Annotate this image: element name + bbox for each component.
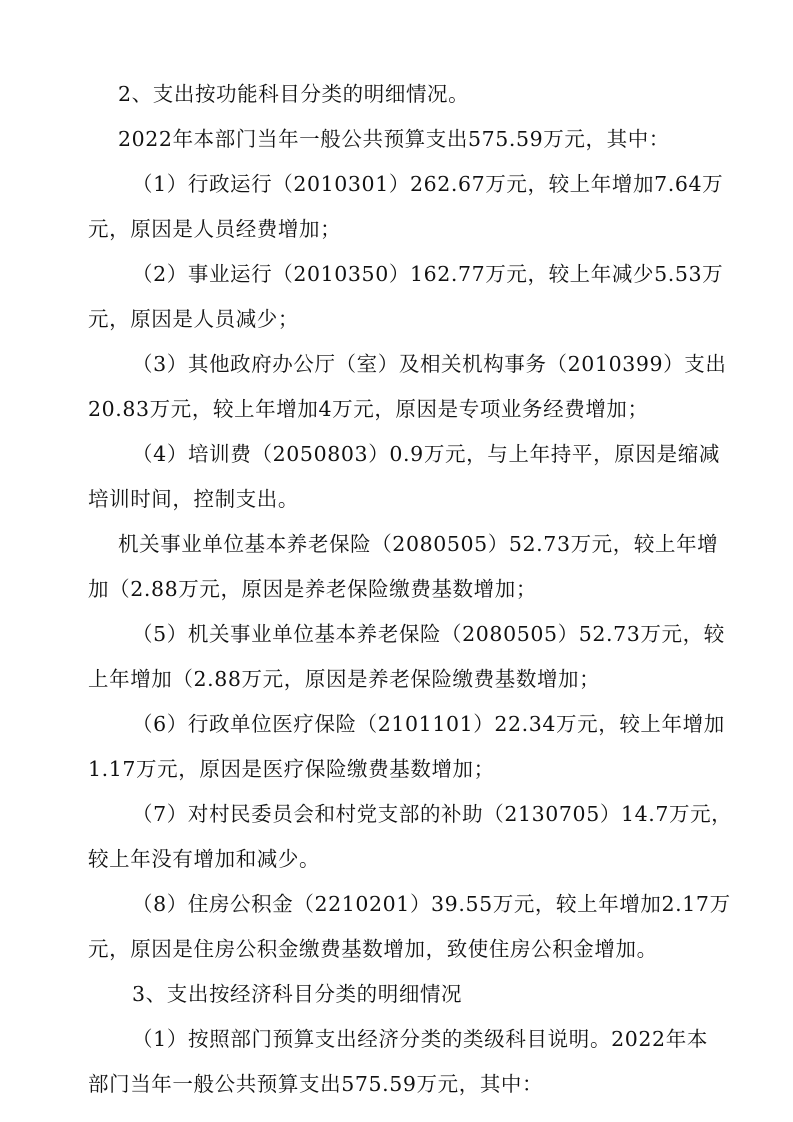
section-heading-2: 2、支出按功能科目分类的明细情况。 [118, 82, 470, 106]
item-2-line-2: 元，原因是人员减少； [88, 307, 299, 331]
item-7-line-2: 较上年没有增加和减少。 [88, 847, 321, 871]
item-1-line-1: （1）行政运行（2010301）262.67万元，较上年增加7.64万 [132, 172, 724, 196]
pension-paragraph-line-1: 机关事业单位基本养老保险（2080505）52.73万元，较上年增 [118, 532, 719, 556]
item-5-line-2: 上年增加（2.88万元，原因是养老保险缴费基数增加； [88, 667, 601, 691]
item-2-line-1: （2）事业运行（2010350）162.77万元，较上年减少5.53万 [132, 262, 724, 286]
item-4-line-1: （4）培训费（2050803）0.9万元，与上年持平，原因是缩减 [132, 442, 720, 466]
item-6-line-2: 1.17万元，原因是医疗保险缴费基数增加； [88, 757, 495, 781]
item-6-line-1: （6）行政单位医疗保险（2101101）22.34万元，较上年增加 [132, 712, 725, 736]
item-4-line-2: 培训时间，控制支出。 [88, 487, 299, 511]
item-1-line-2: 元，原因是人员经费增加； [88, 217, 342, 241]
summary-paragraph: 2022年本部门当年一般公共预算支出575.59万元，其中： [118, 127, 670, 151]
economic-item-1-line-2: 部门当年一般公共预算支出575.59万元，其中： [88, 1072, 544, 1096]
item-8-line-1: （8）住房公积金（2210201）39.55万元，较上年增加2.17万 [132, 892, 731, 916]
item-8-line-2: 元，原因是住房公积金缴费基数增加，致使住房公积金增加。 [88, 937, 658, 961]
section-heading-3: 3、支出按经济科目分类的明细情况 [132, 982, 463, 1006]
pension-paragraph-line-2: 加（2.88万元，原因是养老保险缴费基数增加； [88, 577, 537, 601]
item-5-line-1: （5）机关事业单位基本养老保险（2080505）52.73万元，较 [132, 622, 725, 646]
item-3-line-1: （3）其他政府办公厅（室）及相关机构事务（2010399）支出 [132, 352, 727, 376]
economic-item-1-line-1: （1）按照部门预算支出经济分类的类级科目说明。2022年本 [132, 1027, 708, 1051]
item-7-line-1: （7）对村民委员会和村党支部的补助（2130705）14.7万元， [132, 802, 733, 826]
item-3-line-2: 20.83万元，较上年增加4万元，原因是专项业务经费增加； [88, 397, 649, 421]
